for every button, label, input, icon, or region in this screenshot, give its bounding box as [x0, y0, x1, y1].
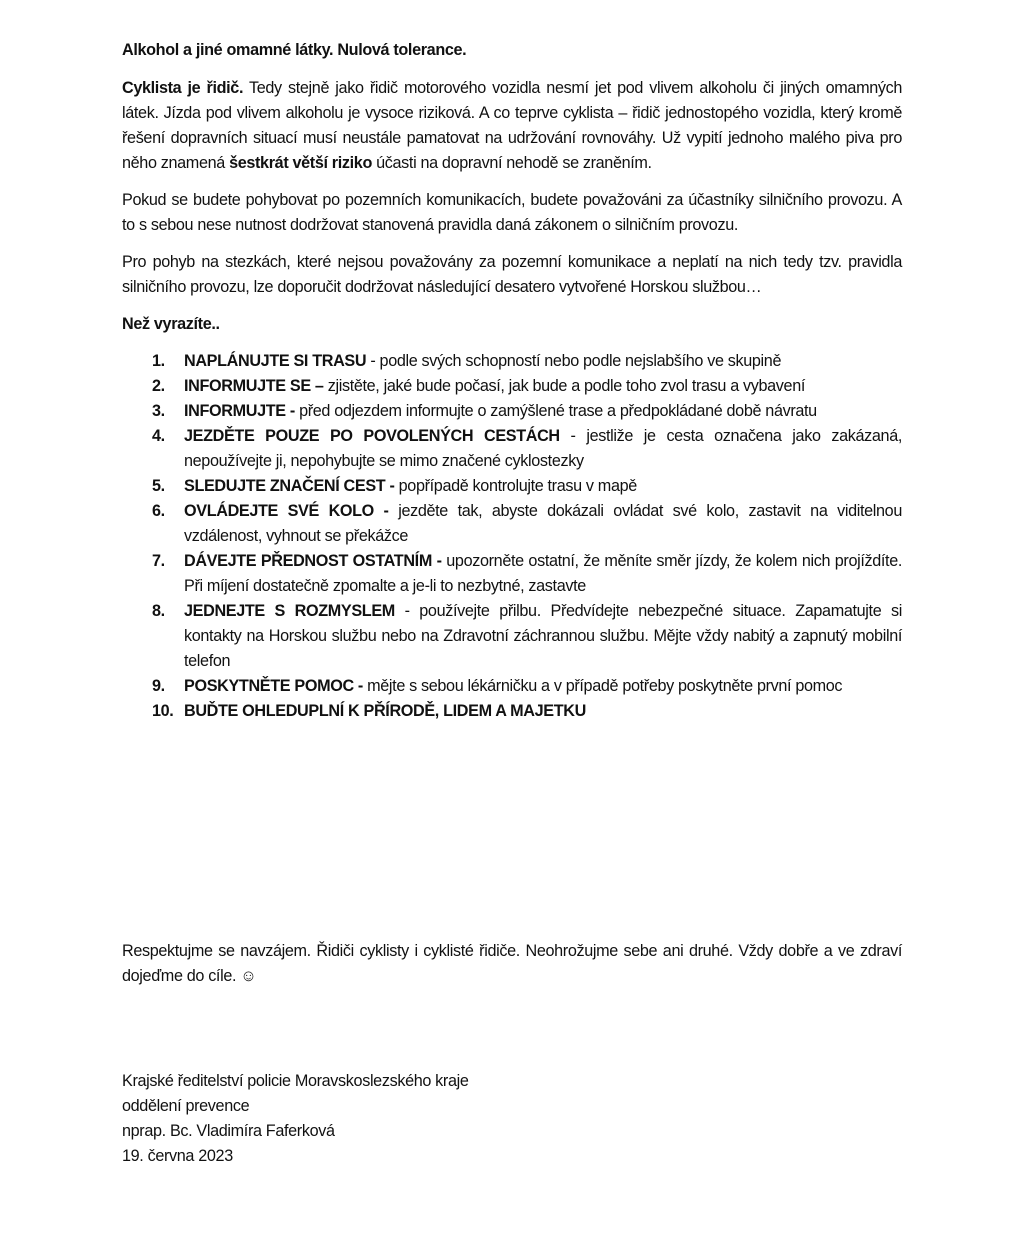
rule-text: zjistěte, jaké bude počasí, jak bude a podle toho zvol trasu a vybavení	[323, 377, 805, 395]
rule-number: 10.	[152, 702, 174, 720]
rule-item	[122, 374, 902, 399]
rule-text: upozorněte ostatní, že měníte směr jízdy, že kolem nich projíždíte. Při míjení dostatečně zpomalte a je-li to nezbytné, zastavte	[184, 552, 902, 595]
rule-number: 6.	[152, 502, 165, 520]
rule-heading: INFORMUJTE -	[184, 402, 295, 420]
rule-number: 7.	[152, 552, 165, 570]
intro-paragraph	[122, 76, 902, 176]
signature-department: oddělení prevence	[122, 1097, 250, 1115]
rule-number: 9.	[152, 677, 165, 695]
signature-organization: Krajské ředitelství policie Moravskoslezského kraje	[122, 1072, 469, 1090]
rule-heading: NAPLÁNUJTE SI TRASU	[184, 352, 367, 370]
intro-text: Tedy stejně jako řidič motorového vozidla nesmí jet pod vlivem alkoholu či jiných omamných látek. Jízda pod vlivem alkoholu je vysoce riziková. A co teprve cyklista – řidič jednostopého vozidla, který kromě řešení dopravních situací musí neustále pamatovat na udržování rovnováhy. Už vypití jednoho malého piva pro něho znamená	[122, 79, 902, 172]
rule-number: 3.	[152, 402, 165, 420]
rules-list	[122, 349, 902, 724]
rule-heading: SLEDUJTE ZNAČENÍ CEST -	[184, 477, 395, 495]
rule-item	[122, 349, 902, 374]
rule-item	[122, 674, 902, 699]
rule-number: 8.	[152, 602, 165, 620]
rule-text: - podle svých schopností nebo podle nejslabšího ve skupině	[366, 352, 782, 370]
rule-item	[122, 474, 902, 499]
rule-item	[122, 399, 902, 424]
rule-heading: DÁVEJTE PŘEDNOST OSTATNÍM -	[184, 552, 442, 570]
rule-text: před odjezdem informujte o zamýšlené trase a předpokládané době návratu	[294, 402, 817, 420]
closing-paragraph: Respektujme se navzájem. Řidiči cyklisty i cyklisté řidiče. Neohrožujme sebe ani druhé. Vždy dobře a ve zdraví dojeďme do cíle. ☺	[122, 942, 902, 985]
rule-item	[122, 699, 902, 724]
rule-heading: POSKYTNĚTE POMOC -	[184, 677, 363, 695]
signature-date: 19. června 2023	[122, 1147, 233, 1165]
rule-number: 5.	[152, 477, 165, 495]
rule-heading: JEZDĚTE POUZE PO POVOLENÝCH CESTÁCH	[184, 427, 560, 445]
rule-item	[122, 499, 902, 549]
rule-heading: JEDNEJTE S ROZMYSLEM	[184, 602, 395, 620]
rule-item	[122, 424, 902, 474]
document-title: Alkohol a jiné omamné látky. Nulová tolerance.	[122, 41, 467, 59]
intro-lead: Cyklista je řidič.	[122, 79, 244, 97]
rule-number: 2.	[152, 377, 165, 395]
rule-heading: BUĎTE OHLEDUPLNÍ K PŘÍRODĚ, LIDEM A MAJETKU	[184, 702, 586, 720]
rule-item	[122, 599, 902, 674]
road-traffic-paragraph: Pokud se budete pohybovat po pozemních komunikacích, budete považováni za účastníky silničního provozu. A to s sebou nese nutnost dodržovat stanovená pravidla daná zákonem o silničním provozu.	[122, 191, 902, 234]
signature-block	[122, 1069, 902, 1169]
rule-text: - používejte přilbu. Předvídejte nebezpečné situace. Zapamatujte si kontakty na Horskou službu nebo na Zdravotní záchrannou službu. Mějte vždy nabitý a zapnutý mobilní telefon	[184, 602, 902, 670]
rule-number: 1.	[152, 352, 165, 370]
rule-text: popřípadě kontrolujte trasu v mapě	[394, 477, 637, 495]
rule-heading: OVLÁDEJTE SVÉ KOLO -	[184, 502, 389, 520]
signature-author: nprap. Bc. Vladimíra Faferková	[122, 1122, 335, 1140]
intro-text-end: účasti na dopravní nehodě se zraněním.	[371, 154, 652, 172]
trails-paragraph: Pro pohyb na stezkách, které nejsou považovány za pozemní komunikace a neplatí na nich tedy tzv. pravidla silničního provozu, lze doporučit dodržovat následující desatero vytvořené Horskou službou…	[122, 253, 902, 296]
rule-heading: INFORMUJTE SE –	[184, 377, 324, 395]
rule-text: mějte s sebou lékárničku a v případě potřeby poskytněte první pomoc	[362, 677, 843, 695]
document-body	[122, 38, 902, 724]
rule-number: 4.	[152, 427, 165, 445]
rule-item	[122, 549, 902, 599]
risk-emphasis: šestkrát větší riziko	[229, 154, 372, 172]
rules-subheading: Než vyrazíte..	[122, 315, 220, 333]
rule-text: jezděte tak, abyste dokázali ovládat své kolo, zastavit na viditelnou vzdálenost, vyhnout se překážce	[184, 502, 902, 545]
rule-text: - jestliže je cesta označena jako zakázaná, nepoužívejte ji, nepohybujte se mimo značené cyklostezky	[184, 427, 902, 470]
